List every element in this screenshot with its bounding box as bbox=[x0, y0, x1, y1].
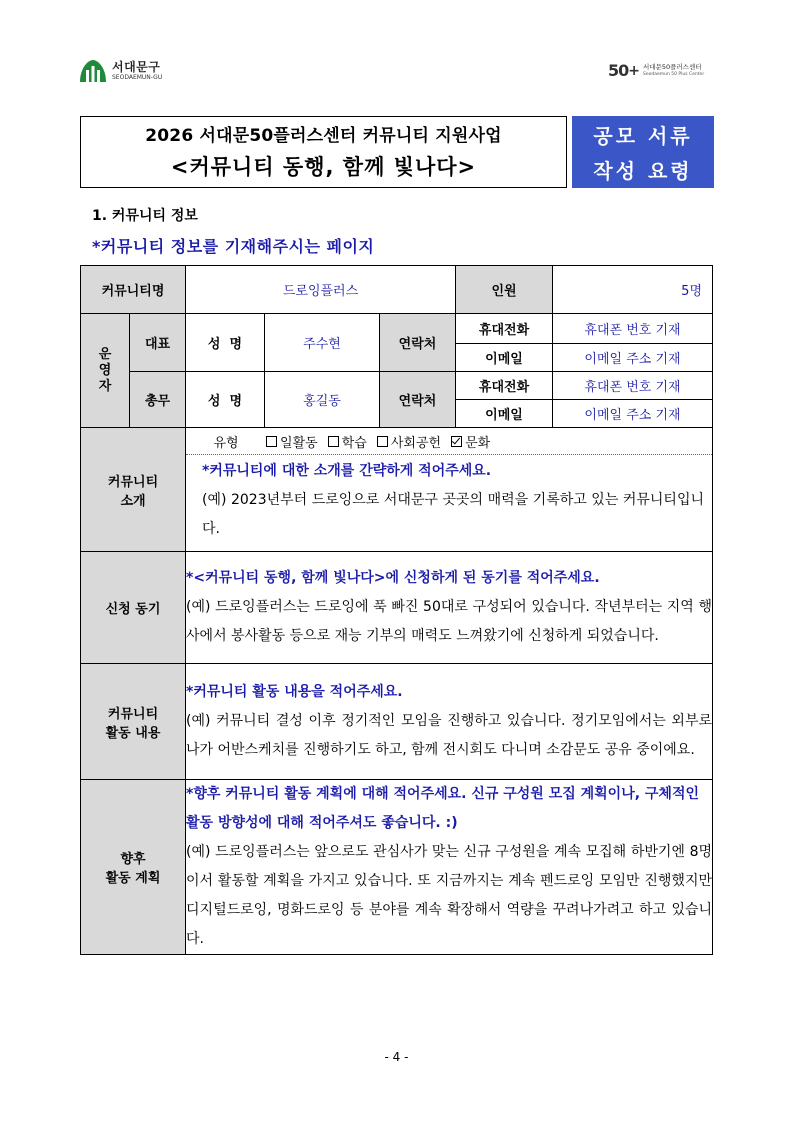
plan-prompt: *향후 커뮤니티 활동 계획에 대해 적어주세요. 신규 구성원 모집 계획이나, 구체적인 활동 방향성에 대해 적어주셔도 좋습니다. :) bbox=[186, 786, 700, 831]
operator-name-label-1: 성 명 bbox=[186, 314, 265, 372]
community-name-value[interactable]: 드로잉플러스 bbox=[186, 266, 456, 314]
type-row bbox=[186, 428, 712, 454]
plan-cell bbox=[186, 780, 713, 955]
operator-phone-1[interactable]: 휴대폰 번호 기재 bbox=[553, 314, 713, 344]
intro-prompt: *커뮤니티에 대한 소개를 간략하게 적어주세요. bbox=[202, 463, 492, 479]
section-note: *커뮤니티 정보를 기재해주시는 페이지 bbox=[92, 237, 375, 256]
seodaemun-emblem-icon bbox=[78, 58, 108, 84]
title-line2: <커뮤니티 동행, 함께 빛나다> bbox=[170, 155, 477, 179]
plan-body[interactable]: (예) 드로잉플러스는 앞으로도 관심사가 맞는 신규 구성원을 계속 모집해 하반기엔 8명이서 활동할 계획을 가지고 있습니다. 또 지금까지는 계속 펜드로잉 모임만 진행했지만 디지털드로잉, 명화드로잉 등 분야를 계속 확장해서 역량을 꾸려나가려고 하고 있습니다. bbox=[186, 844, 713, 947]
operator-contact-label-2: 연락처 bbox=[380, 372, 456, 428]
activity-body[interactable]: (예) 커뮤니티 결성 이후 정기적인 모임을 진행하고 있습니다. 정기모임에서는 외부로 나가 어반스케치를 진행하기도 하고, 함께 전시회도 다니며 소감문도 공유 중이에요. bbox=[186, 713, 713, 758]
logo-name-en: SEODAEMUN-GU bbox=[112, 74, 163, 81]
section-title: 1. 커뮤니티 정보 bbox=[92, 208, 198, 224]
badge-line2: 작성 요령 bbox=[593, 159, 693, 183]
checkbox-icon[interactable] bbox=[266, 436, 277, 447]
checkbox-icon[interactable] bbox=[328, 436, 339, 447]
title-box bbox=[80, 116, 567, 188]
operator-name-1[interactable]: 주수현 bbox=[265, 314, 380, 372]
intro-cell bbox=[186, 428, 713, 552]
type-checkbox-study[interactable]: 학습 bbox=[328, 432, 367, 451]
members-label: 인원 bbox=[456, 266, 553, 314]
operator-label: 운영자 bbox=[81, 314, 130, 428]
motive-body[interactable]: (예) 드로잉플러스는 드로잉에 푹 빠진 50대로 구성되어 있습니다. 작년부터는 지역 행사에서 봉사활동 등으로 재능 기부의 매력도 느껴왔기에 신청하게 되었습니다. bbox=[186, 599, 713, 644]
title-line1: 2026 서대문50플러스센터 커뮤니티 지원사업 bbox=[145, 126, 502, 146]
document-type-badge bbox=[572, 116, 714, 188]
type-checkbox-culture[interactable]: 문화 bbox=[451, 432, 490, 451]
50plus-center-logo bbox=[608, 61, 704, 80]
badge-line1: 공모 서류 bbox=[593, 124, 693, 148]
type-checkbox-work[interactable]: 일활동 bbox=[266, 432, 318, 451]
page-number: - 4 - bbox=[384, 1050, 409, 1064]
motive-prompt: *<커뮤니티 동행, 함께 빛나다>에 신청하게 된 동기를 적어주세요. bbox=[186, 570, 600, 586]
activity-cell bbox=[186, 664, 713, 780]
logo-name-ko: 서대문구 bbox=[112, 60, 161, 74]
operator-phone-2[interactable]: 휴대폰 번호 기재 bbox=[553, 372, 713, 400]
activity-label: 커뮤니티 활동 내용 bbox=[81, 664, 186, 780]
operator-role-1: 대표 bbox=[130, 314, 186, 372]
operator-phone-label-2: 휴대전화 bbox=[456, 372, 553, 400]
operator-name-label-2: 성 명 bbox=[186, 372, 265, 428]
community-info-table bbox=[80, 265, 713, 955]
activity-prompt: *커뮤니티 활동 내용을 적어주세요. bbox=[186, 684, 403, 700]
motive-label: 신청 동기 bbox=[81, 552, 186, 664]
members-value[interactable]: 5명 bbox=[553, 266, 713, 314]
operator-role-2: 총무 bbox=[130, 372, 186, 428]
motive-cell bbox=[186, 552, 713, 664]
operator-email-1[interactable]: 이메일 주소 기재 bbox=[553, 344, 713, 372]
logo-number: 50 bbox=[608, 61, 629, 80]
logo-center-name-ko: 서대문50플러스센터 bbox=[643, 63, 702, 71]
operator-name-2[interactable]: 홍길동 bbox=[265, 372, 380, 428]
community-name-label: 커뮤니티명 bbox=[81, 266, 186, 314]
logo-center-name-en: Seodaemun 50 Plus Center bbox=[643, 71, 705, 77]
plan-label: 향후 활동 계획 bbox=[81, 780, 186, 955]
intro-label: 커뮤니티 소개 bbox=[81, 428, 186, 552]
type-label: 유형 bbox=[213, 435, 239, 451]
operator-email-2[interactable]: 이메일 주소 기재 bbox=[553, 400, 713, 428]
operator-contact-label-1: 연락처 bbox=[380, 314, 456, 372]
operator-email-label-1: 이메일 bbox=[456, 344, 553, 372]
intro-body[interactable]: (예) 2023년부터 드로잉으로 서대문구 곳곳의 매력을 기록하고 있는 커뮤니티입니다. bbox=[202, 492, 705, 537]
seodaemun-logo bbox=[78, 58, 162, 84]
operator-email-label-2: 이메일 bbox=[456, 400, 553, 428]
operator-phone-label-1: 휴대전화 bbox=[456, 314, 553, 344]
logo-plus: + bbox=[628, 62, 640, 79]
checkbox-icon[interactable] bbox=[377, 436, 388, 447]
type-checkbox-social[interactable]: 사회공헌 bbox=[377, 432, 441, 451]
checkbox-checked-icon[interactable] bbox=[451, 436, 462, 447]
